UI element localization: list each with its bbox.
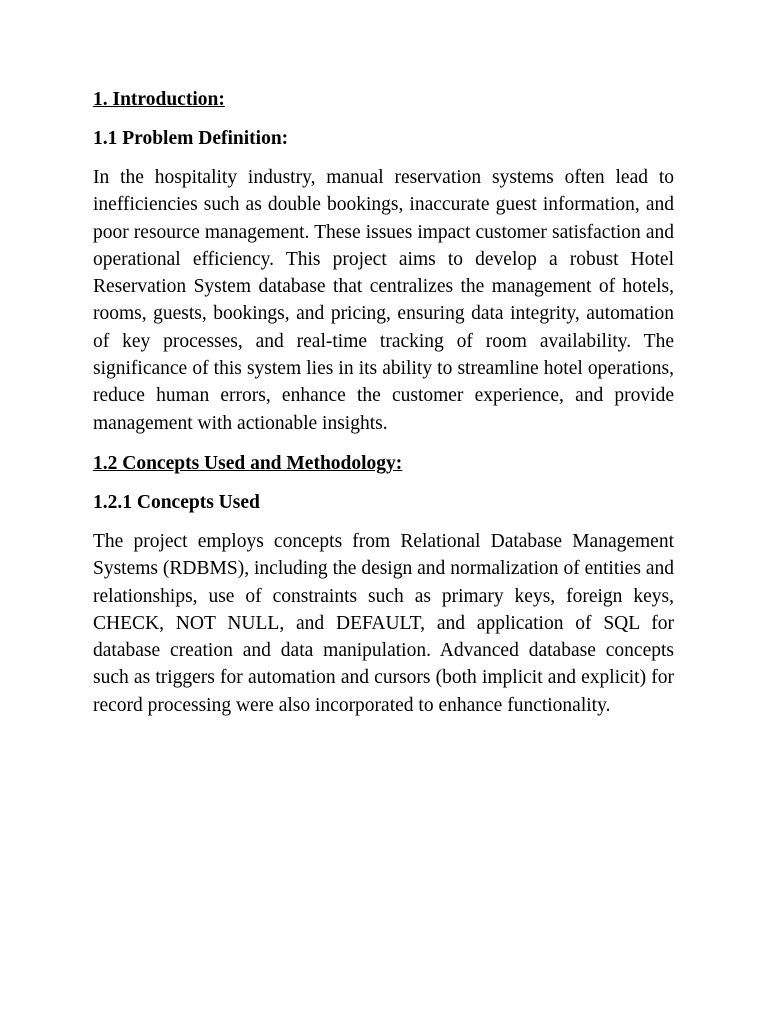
section-1-1-paragraph: In the hospitality industry, manual reservation systems often lead to inefficiencies such as double bookings, inaccurate guest information, and poor resource management. These issues impact customer satisfaction and operational efficiency. This project aims to develop a robust Hotel Reservation System database that centralizes the management of hotels, rooms, guests, bookings, and pricing, ensuring data integrity, automation of key processes, and real-time tracking of room availability. The significance of this system lies in its ability to streamline hotel operations, reduce human errors, enhance the customer experience, and provide management with actionable insights.: [93, 167, 674, 434]
section-1-title: 1. Introduction:: [93, 89, 225, 110]
document-page: [93, 86, 674, 732]
section-1-2-1-paragraph: The project employs concepts from Relational Database Management Systems (RDBMS), including the design and normalization of entities and relationships, use of constraints such as primary keys, foreign keys, CHECK, NOT NULL, and DEFAULT, and application of SQL for database creation and data manipulation. Advanced database concepts such as triggers for automation and cursors (both implicit and explicit) for record processing were also incorporated to enhance functionality.: [93, 530, 674, 716]
section-1-2-title: 1.2 Concepts Used and Methodology:: [93, 452, 403, 474]
section-1-1-title: 1.1 Problem Definition:: [93, 128, 289, 149]
section-1-2-1-title: 1.2.1 Concepts Used: [93, 491, 260, 513]
